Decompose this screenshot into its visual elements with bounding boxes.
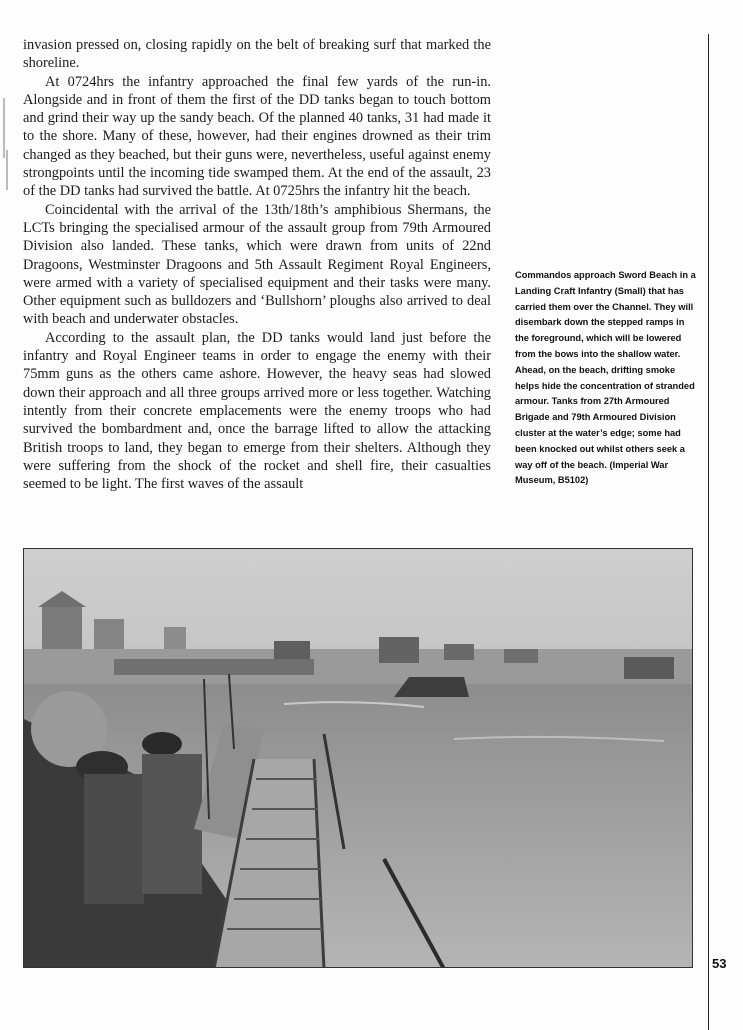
scan-edge-mark: [3, 98, 5, 158]
paragraph: According to the assault plan, the DD tanks would land just before the infantry and Royal Engineer teams in order to engage the enemy with their 75mm guns as the others came ashore. However, the heavy seas had slowed down their approach and all three groups arrived more or less together. Watching intently from their concrete emplacements were the enemy troops who had survived the bombardment and, once the barrage lifted to allow the attacking British troops to land, they began to emerge from their shelters. Although they were suffering from the shock of the rocket and shell fire, their casualties seemed to be light. The first waves of the assault: [23, 329, 491, 493]
paragraph: Coincidental with the arrival of the 13th/18th’s amphibious Shermans, the LCTs bringing the specialised armour of the assault group from 79th Armoured Division also landed. These tanks, which were drawn from units of 22nd Dragoons, Westminster Dragoons and 5th Assault Regiment Royal Engineers, were armed with a variety of specialised equipment and their tasks were many. Other equipment such as bulldozers and ‘Bullshorn’ ploughs also arrived to deal with beach and underwater obstacles.: [23, 201, 491, 328]
scan-edge-mark: [6, 150, 8, 190]
page-number: 53: [712, 956, 727, 971]
body-text-column: [23, 36, 491, 493]
landing-craft-photo: [24, 549, 693, 968]
paragraph: invasion pressed on, closing rapidly on the belt of breaking surf that marked the shoreline.: [23, 37, 491, 72]
paragraph: At 0724hrs the infantry approached the final few yards of the run-in. Alongside and in front of them the first of the DD tanks began to touch bottom and grind their way up the sandy beach. Of the planned 40 tanks, 31 had made it to the shore. Many of these, however, had their engines drowned as their trim changed as they beached, but their guns were, nevertheless, useful against enemy strongpoints until the incoming tide swamped them. At the end of the assault, 23 of the DD tanks had survived the battle. At 0725hrs the infantry hit the beach.: [23, 73, 491, 200]
column-rule: [708, 34, 709, 1030]
photo-caption: Commandos approach Sword Beach in a Landing Craft Infantry (Small) that has carried them over the Channel. They will disembark down the stepped ramps in the foreground, which will be lowered from the bows into the shallow water. Ahead, on the beach, drifting smoke helps hide the concentration of stranded armour. Tanks from 27th Armoured Brigade and 79th Armoured Division cluster at the water’s edge; some had been knocked out whilst others seek a way off of the beach. (Imperial War Museum, B5102): [515, 270, 696, 486]
photograph: [23, 548, 693, 968]
